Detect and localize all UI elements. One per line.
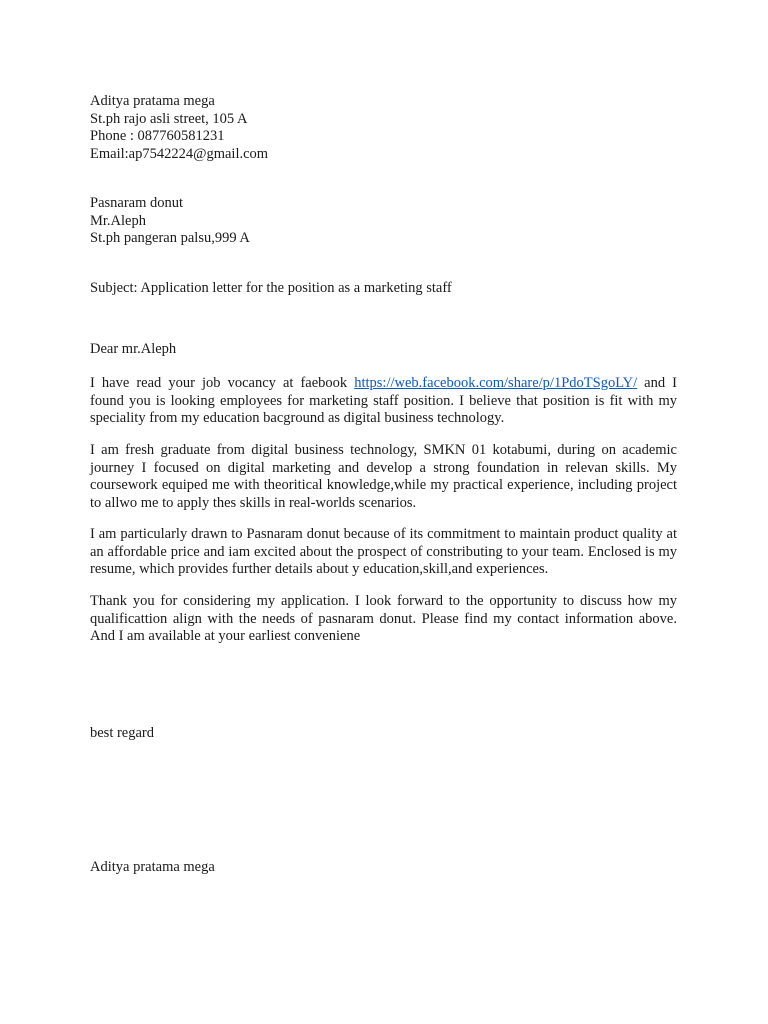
salutation: Dear mr.Aleph [90,341,177,357]
recipient-block [90,195,677,248]
sender-block [90,93,677,163]
sender-phone: Phone : 087760581231 [90,128,225,144]
recipient-address: St.ph pangeran palsu,999 A [90,230,250,246]
sender-address: St.ph rajo asli street, 105 A [90,110,248,127]
recipient-name: Mr.Aleph [90,212,146,229]
paragraph-2: I am fresh graduate from digital business technology, SMKN 01 kotabumi, during on academic journey I focused on digital marketing and develop a strong foundation in relevan skills. My coursework equiped me with theoritical knowledge,while my practical experience, including project to allwo me to apply thes skills in real-worlds scenarios. [90,442,677,511]
paragraph-1-lead: I have read your job vocancy at faebook [90,375,355,391]
sender-email: Email:ap7542224@gmail.com [90,145,269,162]
recipient-company: Pasnaram donut [90,195,184,211]
paragraph-1 [90,375,677,428]
paragraph-4: Thank you for considering my application. I look forward to the opportunity to discuss how my qualificattion align with the needs of pasnaram donut. Please find my contact information above. And I am available at your earliest conveniene [90,593,677,644]
sender-name: Aditya pratama mega [90,93,215,109]
paragraph-3: I am particularly drawn to Pasnaram donut because of its commitment to maintain product quality at an affordable price and iam excited about the prospect of constributing to your team. Enclosed is my resume, which provides further details about y education,skill,and experiences. [90,526,677,577]
paragraph-1-rest: and I found you is looking employees for marketing staff position. I believe that position is fit with my speciality from my education bacground as digital business technology. [90,375,677,426]
closing: best regard [90,725,155,741]
subject-line: Subject: Application letter for the position as a marketing staff [90,280,452,296]
facebook-post-link[interactable]: https://web.facebook.com/share/p/1PdoTSgoLY/ [354,375,638,391]
signature-name: Aditya pratama mega [90,859,215,875]
